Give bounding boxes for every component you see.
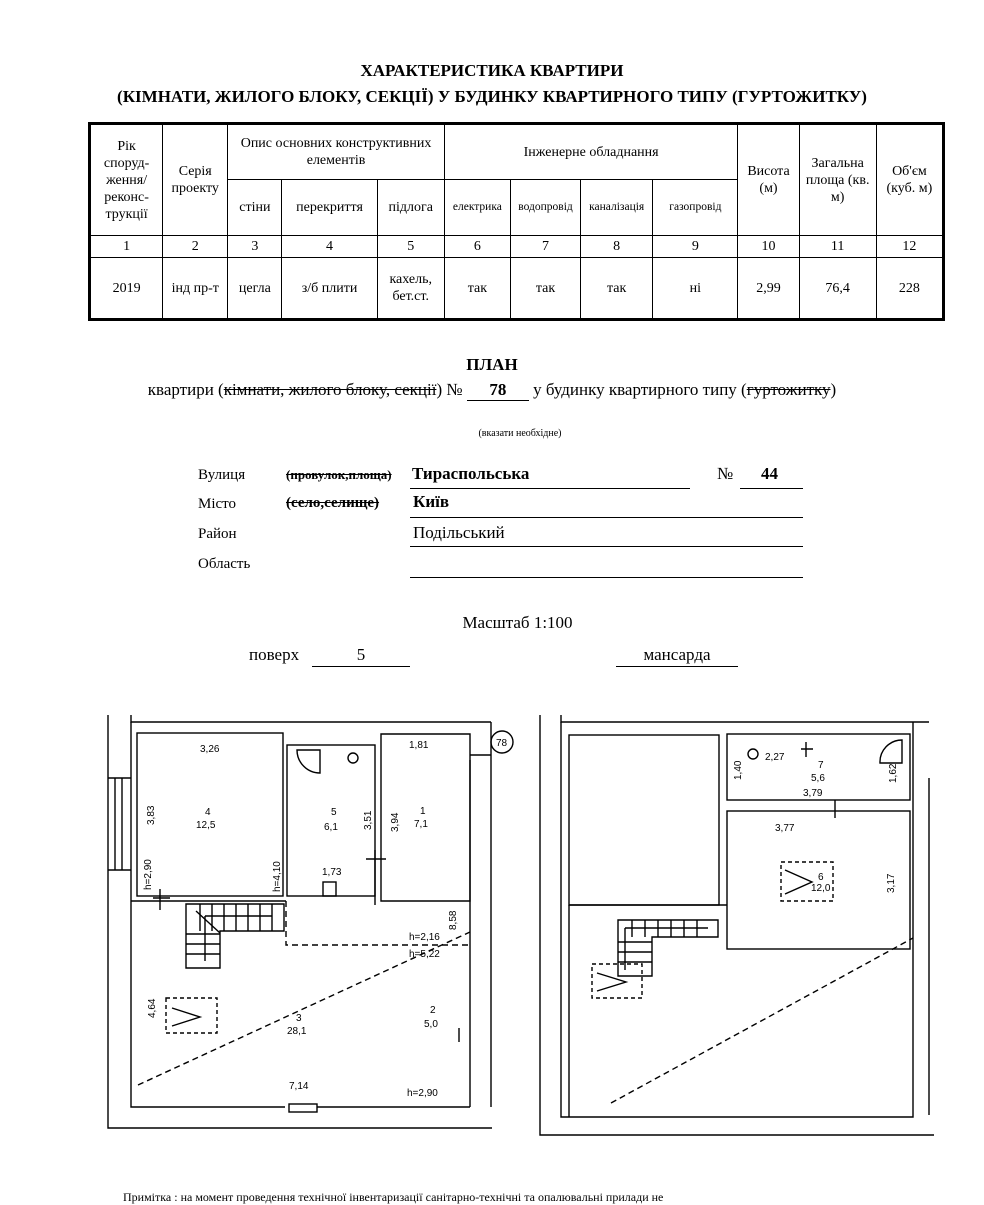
col-number: 12	[876, 236, 943, 258]
header-engineering: Інженерне обладнання	[444, 124, 738, 180]
cell-sewer: так	[581, 258, 653, 320]
room-id: 2	[430, 1005, 436, 1016]
cell-height: 2,99	[738, 258, 799, 320]
room-area: 12,5	[196, 820, 216, 831]
room-area: 5,0	[424, 1019, 438, 1030]
plan-hint: (вказати необхідне)	[478, 428, 562, 439]
district-value: Подільський	[413, 523, 505, 542]
cell-ceilings: з/б плити	[282, 258, 377, 320]
room-id: 3	[296, 1013, 302, 1024]
city-label: Місто	[198, 496, 237, 512]
floor-plan-drawing	[0, 700, 984, 1150]
cell-series: інд пр-т	[163, 258, 228, 320]
header-height: Висота (м)	[738, 124, 799, 236]
room-id: 7	[818, 760, 824, 771]
dim-label: 3,79	[803, 788, 823, 799]
doc-subtitle: (КІМНАТИ, ЖИЛОГО БЛОКУ, СЕКЦІЇ) У БУДИНКУ КВАРТИРНОГО ТИПУ (ГУРТОЖИТКУ)	[117, 87, 867, 106]
cell-gas: ні	[653, 258, 738, 320]
attic-storage	[569, 735, 719, 905]
height-label: h=5,22	[409, 949, 440, 960]
header-series: Серія проекту	[163, 124, 228, 236]
room-area: 6,1	[324, 822, 338, 833]
room-id: 6	[818, 872, 824, 883]
header-walls: стіни	[228, 180, 282, 236]
col-number: 2	[163, 236, 228, 258]
col-number: 6	[444, 236, 510, 258]
floor-value: 5	[312, 645, 410, 667]
cell-year: 2019	[90, 258, 163, 320]
street-label: Вулиця	[198, 467, 246, 483]
dim-label: 8,58	[448, 910, 459, 930]
dim-label: 4,64	[147, 998, 158, 1018]
room-area: 5,6	[811, 773, 825, 784]
cell-walls: цегла	[228, 258, 282, 320]
col-number: 11	[799, 236, 876, 258]
plan-subtitle	[0, 380, 984, 401]
height-label: h=2,90	[407, 1088, 438, 1099]
dim-label: 3,26	[200, 744, 220, 755]
scale-label: Масштаб 1:100	[462, 613, 573, 632]
header-electric: електрика	[444, 180, 510, 236]
room-id: 1	[420, 806, 426, 817]
city-value: Київ	[413, 492, 450, 511]
cell-volume: 228	[876, 258, 943, 320]
apartment-number: 78	[467, 380, 529, 401]
dim-label: 3,77	[775, 823, 795, 834]
cell-area: 76,4	[799, 258, 876, 320]
city-line	[410, 496, 803, 518]
height-label: h=2,90	[143, 859, 154, 890]
dim-label: 1,73	[322, 867, 342, 878]
dim-label: 7,14	[289, 1081, 309, 1092]
header-sewer: каналізація	[581, 180, 653, 236]
header-year: Рік споруд-ження/ реконс-трукції	[90, 124, 163, 236]
spec-table	[88, 122, 945, 321]
apartment-marker: 78	[496, 738, 508, 749]
col-number: 1	[90, 236, 163, 258]
plan-mid: ) №	[436, 380, 463, 399]
height-label: h=2,16	[409, 932, 440, 943]
dim-label: 1,40	[733, 760, 744, 780]
footnote: Примітка : на момент проведення технічної інвентаризації санітарно-технічні та опалювальні прилади не	[123, 1190, 664, 1204]
plan-prefix: квартири (	[147, 380, 224, 399]
col-number: 4	[282, 236, 377, 258]
header-gas: газопровід	[653, 180, 738, 236]
plan-suffix: у будинку квартирного типу (	[533, 380, 747, 399]
left-outer-wall	[108, 715, 492, 1128]
dim-label: 3,17	[886, 873, 897, 893]
plan-struck-2: гуртожитку	[746, 380, 831, 399]
col-number: 10	[738, 236, 799, 258]
house-value: 44	[761, 464, 778, 483]
header-volume: Об'єм (куб. м)	[876, 124, 943, 236]
floor-label: поверх	[249, 645, 300, 664]
dim-label: 1,62	[888, 763, 899, 783]
header-floor: підлога	[377, 180, 444, 236]
col-number: 3	[228, 236, 282, 258]
col-number: 5	[377, 236, 444, 258]
region-label: Область	[198, 556, 251, 572]
col-number: 9	[653, 236, 738, 258]
plan-close: )	[830, 380, 837, 399]
dim-label: 3,51	[363, 810, 374, 830]
district-label: Район	[198, 526, 237, 542]
header-water: водопровід	[510, 180, 580, 236]
cell-water: так	[510, 258, 580, 320]
room-area: 12,0	[811, 883, 831, 894]
header-area: Загальна площа (кв. м)	[799, 124, 876, 236]
dim-label: 3,83	[146, 805, 157, 825]
room-id: 5	[331, 807, 337, 818]
house-label: №	[717, 464, 734, 483]
col-number: 7	[510, 236, 580, 258]
header-ceilings: перекриття	[282, 180, 377, 236]
height-label: h=4,10	[272, 861, 283, 892]
region-line	[410, 556, 803, 578]
street-value: Тираспольська	[412, 464, 530, 483]
attic-label: мансарда	[616, 645, 738, 667]
room-id: 4	[205, 807, 211, 818]
cell-floor: кахель, бет.ст.	[377, 258, 444, 320]
dim-label: 1,81	[409, 740, 429, 751]
room-area: 7,1	[414, 819, 428, 830]
city-struck: (село,селище)	[286, 495, 380, 511]
dim-label: 3,94	[390, 812, 401, 832]
plan-struck-1: кімнати, жилого блоку, секції	[223, 380, 437, 399]
cell-electric: так	[444, 258, 510, 320]
doc-title: ХАРАКТЕРИСТИКА КВАРТИРИ	[360, 61, 624, 80]
dim-label: 2,27	[765, 752, 785, 763]
col-number: 8	[581, 236, 653, 258]
room-area: 28,1	[287, 1026, 307, 1037]
plan-heading: ПЛАН	[466, 355, 518, 374]
street-struck: (провулок,площа)	[286, 467, 392, 482]
header-structural: Опис основних конструктивних елементів	[228, 124, 445, 180]
